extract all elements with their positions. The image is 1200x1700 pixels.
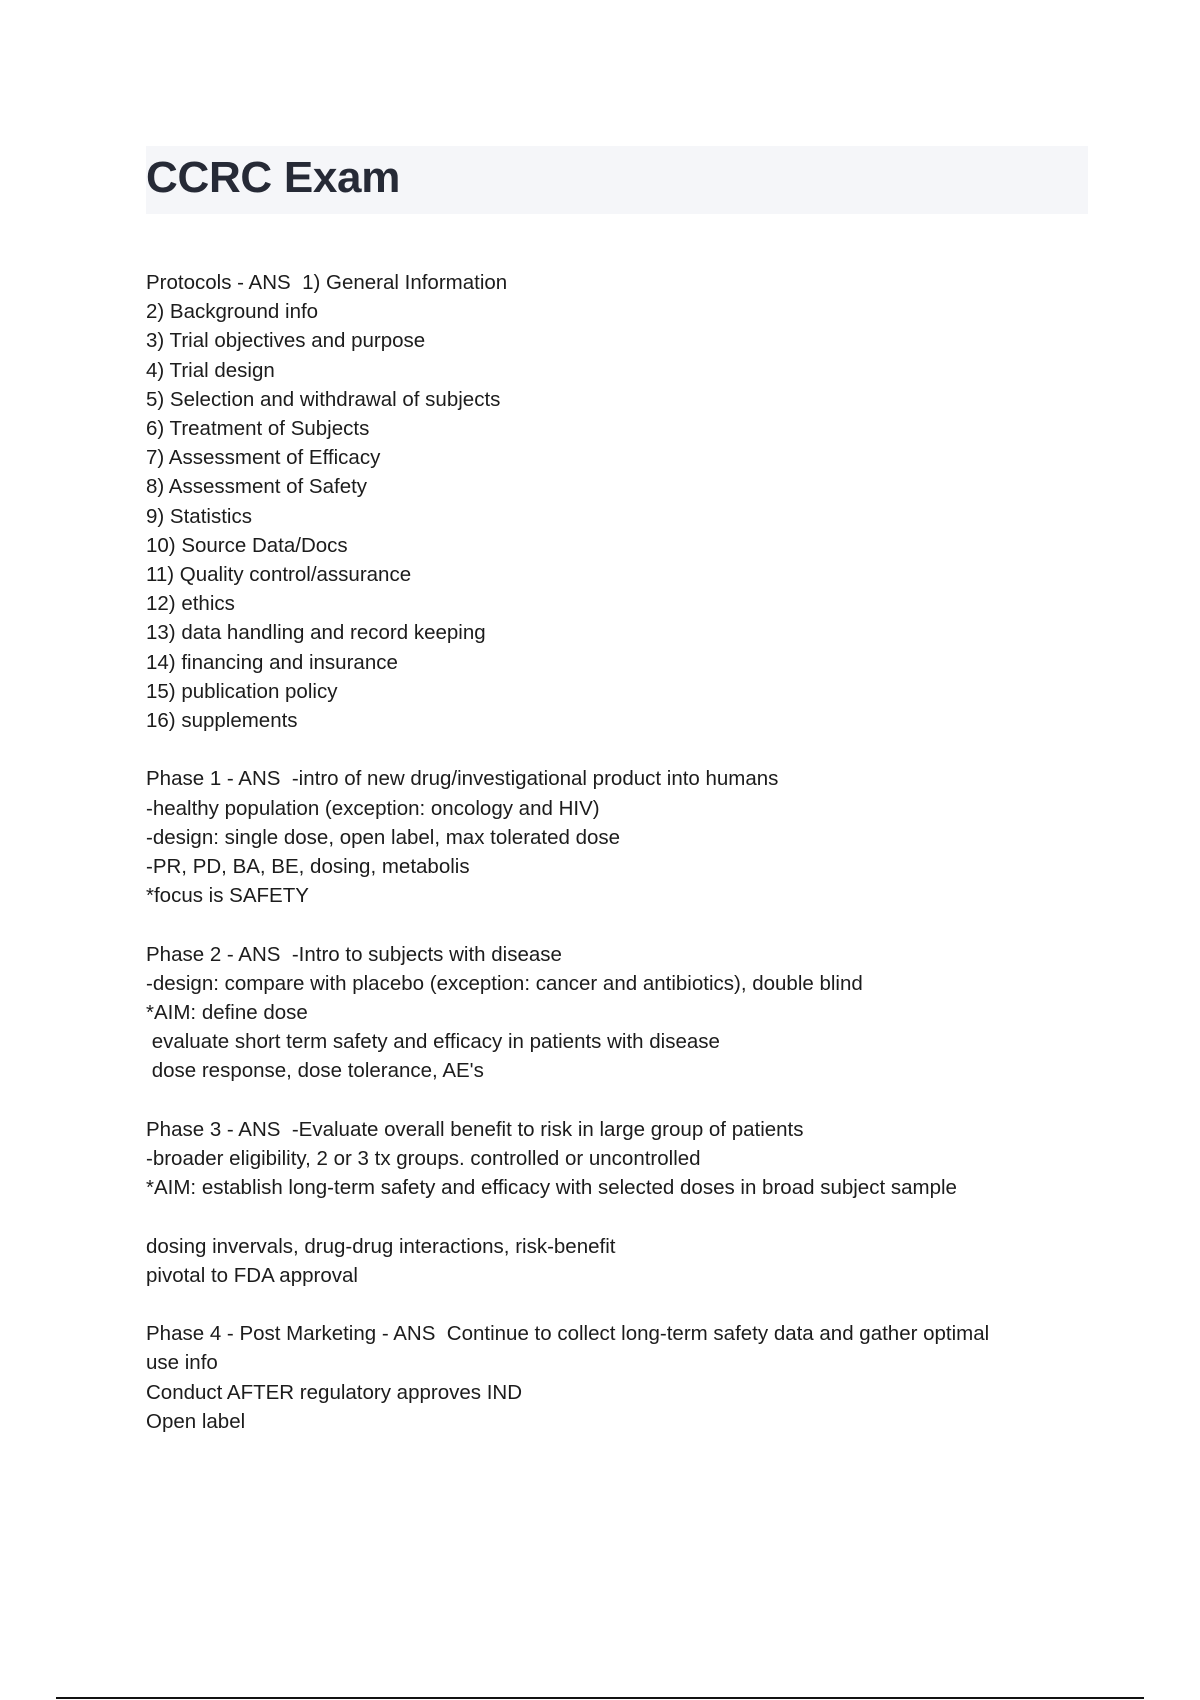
text-line: 6) Treatment of Subjects — [146, 417, 370, 441]
text-line: evaluate short term safety and efficacy in patients with disease — [146, 1030, 720, 1054]
text-line: -design: single dose, open label, max tolerated dose — [146, 825, 621, 849]
text-line: 9) Statistics — [146, 504, 252, 528]
text-line: *AIM: establish long-term safety and efficacy with selected doses in broad subject sample — [146, 1176, 957, 1200]
page-title: CCRC Exam — [146, 153, 401, 202]
text-line: *focus is SAFETY — [146, 884, 309, 908]
text-line: -PR, PD, BA, BE, dosing, metabolis — [146, 855, 470, 879]
text-line: 12) ethics — [146, 592, 235, 616]
text-line: 16) supplements — [146, 709, 298, 733]
text-line: *AIM: define dose — [146, 1001, 308, 1025]
text-line: dose response, dose tolerance, AE's — [146, 1059, 484, 1083]
footer-divider — [56, 1697, 1144, 1699]
text-line: 4) Trial design — [146, 358, 275, 382]
blank-line — [146, 1202, 1086, 1231]
text-line: dosing invervals, drug-drug interactions, risk-benefit — [146, 1234, 616, 1258]
text-line: 13) data handling and record keeping — [146, 621, 486, 645]
text-line: Phase 3 - ANS -Evaluate overall benefit to risk in large group of patients — [146, 1117, 804, 1141]
text-line: Open label — [146, 1409, 246, 1433]
text-line: 7) Assessment of Efficacy — [146, 446, 381, 470]
text-line: 8) Assessment of Safety — [146, 475, 368, 499]
text-line: 2) Background info — [146, 300, 319, 324]
qa-entry-phase-4 — [146, 1319, 1086, 1436]
text-line: Phase 1 - ANS -intro of new drug/investigational product into humans — [146, 767, 779, 791]
text-line: 14) financing and insurance — [146, 650, 398, 674]
text-line: 10) Source Data/Docs — [146, 533, 348, 557]
qa-entry-protocols — [146, 268, 1086, 735]
text-line: Protocols - ANS 1) General Information — [146, 271, 508, 294]
qa-entry-phase-3 — [146, 1115, 1086, 1290]
text-line: 15) publication policy — [146, 679, 338, 703]
text-line: -broader eligibility, 2 or 3 tx groups. controlled or uncontrolled — [146, 1147, 701, 1171]
text-line: Conduct AFTER regulatory approves IND — [146, 1380, 522, 1404]
text-line: 5) Selection and withdrawal of subjects — [146, 387, 501, 411]
text-line: -healthy population (exception: oncology and HIV) — [146, 796, 600, 820]
qa-entry-phase-1 — [146, 764, 1086, 910]
title-banner — [146, 146, 1088, 214]
document-body — [146, 268, 1086, 1465]
text-line: Phase 4 - Post Marketing - ANS Continue to collect long-term safety data and gather optimal — [146, 1322, 990, 1346]
text-line: 3) Trial objectives and purpose — [146, 329, 426, 353]
qa-entry-phase-2 — [146, 940, 1086, 1086]
text-line: use info — [146, 1351, 218, 1375]
text-line: pivotal to FDA approval — [146, 1263, 358, 1287]
text-line: -design: compare with placebo (exception: cancer and antibiotics), double blind — [146, 971, 863, 995]
text-line: 11) Quality control/assurance — [146, 563, 412, 587]
text-line: Phase 2 - ANS -Intro to subjects with disease — [146, 942, 562, 966]
